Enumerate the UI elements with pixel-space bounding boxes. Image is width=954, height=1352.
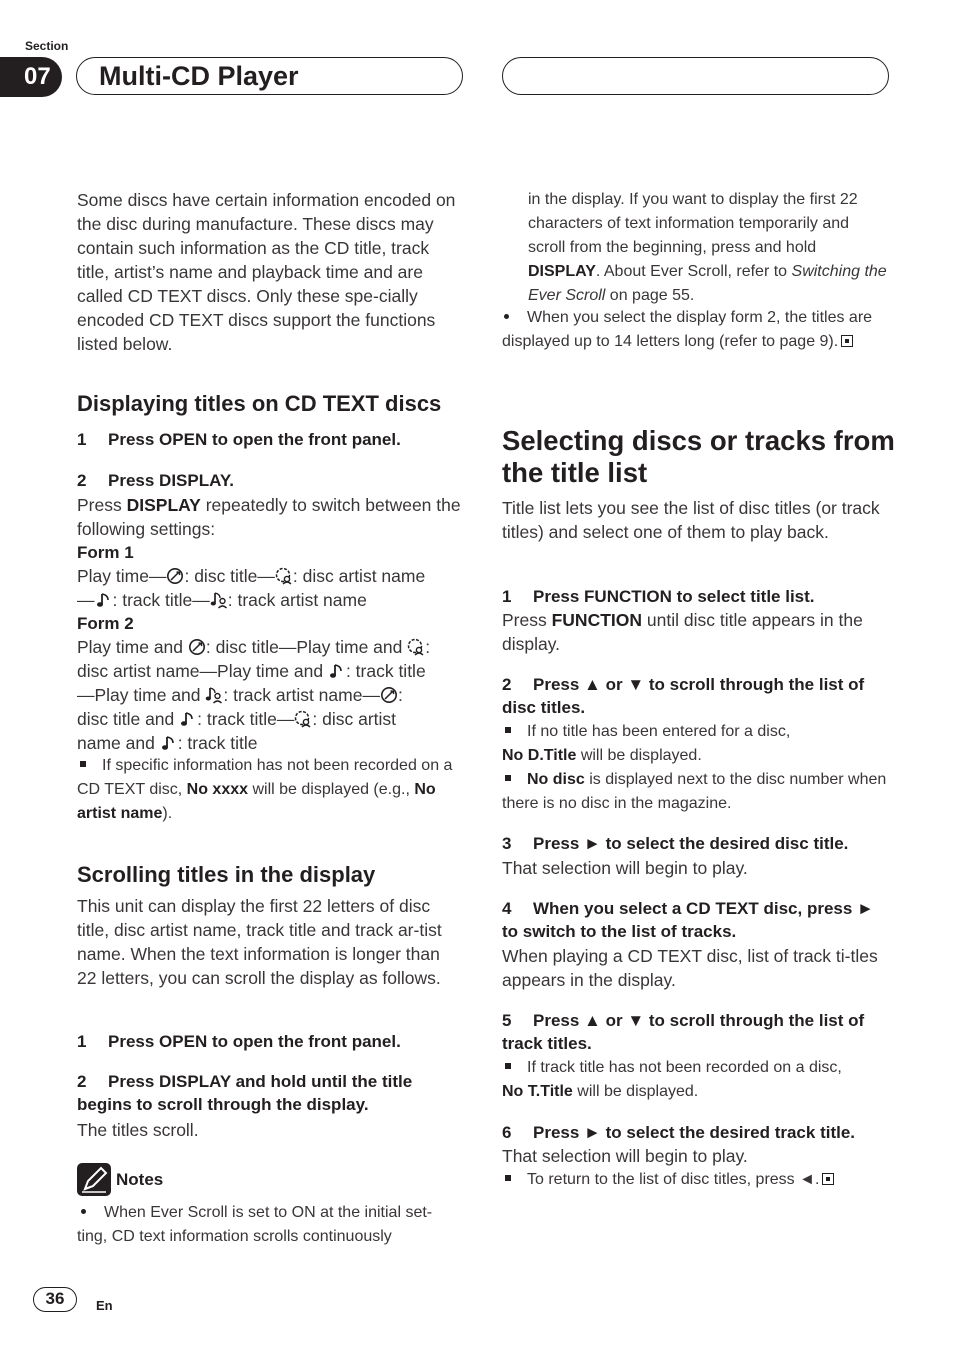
square-bullet-icon (80, 761, 86, 767)
text-run: —Play time and (77, 685, 206, 705)
select-step-4 (502, 897, 887, 943)
square-bullet-icon (505, 1063, 511, 1069)
step-text: Press FUNCTION to select title list. (533, 587, 815, 606)
scroll-step-2 (77, 1070, 457, 1116)
select-step-2 (502, 673, 892, 719)
form-2-sequence (77, 635, 467, 755)
bullet-dot-icon (504, 314, 509, 319)
text-run: No artist name (77, 781, 436, 822)
select-step-5 (502, 1009, 892, 1055)
chapter-title-box (76, 57, 463, 95)
step-number: 3 (502, 834, 512, 853)
disc-artist-icon (294, 710, 312, 728)
select-step-3 (502, 832, 892, 855)
text-run: Press (77, 495, 127, 515)
track-artist-icon (210, 591, 228, 609)
text-run: disc artist name—Play time and (77, 661, 328, 681)
text-run: Play time— (77, 566, 167, 586)
text-run: : track artist name (227, 590, 367, 610)
select-step-5-note (502, 1056, 892, 1104)
square-bullet-icon (505, 775, 511, 781)
select-step-2-note-2 (502, 768, 888, 816)
text-run: — (77, 590, 95, 610)
text-run: will be displayed. (572, 1083, 699, 1100)
track-title-icon (179, 710, 197, 728)
section-number-badge: 07 (0, 57, 62, 97)
notes-pen-icon (77, 1163, 111, 1196)
heading-scrolling-titles: Scrolling titles in the display (77, 862, 376, 887)
text-run: When you select the display form 2, the titles are displayed up to 14 letters long (refer to page 9). (502, 309, 873, 350)
notes-item (77, 1201, 462, 1249)
scroll-step-2-text: The titles scroll. (77, 1120, 199, 1140)
text-run: will be displayed. (576, 747, 702, 764)
text-run: is displayed next to the disc number when there is no disc in the magazine. (502, 771, 887, 812)
track-title-icon (328, 662, 346, 680)
text-run: repeatedly to switch between the following settings: (77, 495, 461, 539)
step-number: 1 (502, 587, 512, 606)
step-text: Press ► to select the desired track title. (533, 1123, 856, 1142)
bullet-dot-icon (81, 1209, 86, 1214)
select-intro: Title list lets you see the list of disc titles (or track titles) and select one of them to play back. (502, 498, 880, 542)
text-run: If specific information has not been recorded on a CD TEXT disc, (77, 757, 453, 798)
text-run: No disc (527, 771, 585, 788)
select-step-6 (502, 1121, 892, 1144)
text-run: If no title has been entered for a disc, (527, 723, 791, 740)
text-run: : disc title— (184, 566, 275, 586)
select-step-6-note (502, 1168, 892, 1192)
text-run: on page 55. (605, 287, 695, 304)
step-number: 1 (77, 430, 87, 449)
step-text: Press DISPLAY. (108, 471, 234, 490)
text-run: until disc title appears in the display. (502, 610, 863, 654)
display-note (77, 754, 462, 826)
text-run: No D.Title (502, 747, 577, 764)
scroll-paragraph: This unit can display the first 22 letters of disc title, disc artist name, track title and track ar-tist name. When the text information is longer than 22 letters, you can scroll the display as follows. (77, 896, 442, 988)
text-run: ). (162, 805, 173, 822)
select-step-1 (502, 585, 892, 608)
text-run: name and (77, 733, 160, 753)
step-text: Press ▲ or ▼ to scroll through the list of track titles. (502, 1011, 865, 1053)
select-step-1-text (502, 608, 892, 656)
display-key-label: DISPLAY (126, 495, 201, 515)
text-run: : (425, 637, 431, 657)
display-step-1 (77, 428, 467, 451)
disc-title-icon (380, 686, 398, 704)
heading-selecting-discs: Selecting discs or tracks from the title list (502, 425, 895, 488)
text-run: If track title has not been recorded on a disc, (527, 1059, 842, 1076)
form-1-label: Form 1 (77, 543, 134, 562)
section-label: Section (25, 39, 69, 53)
notes-label: Notes (116, 1170, 164, 1189)
disc-artist-icon (407, 638, 425, 656)
step-number: 2 (77, 1072, 87, 1091)
intro-paragraph: Some discs have certain information encoded on the disc during manufacture. These discs may contain such information as the CD title, track title, artist’s name and playback time and are called CD TEXT discs. Only these spe-cially encoded CD TEXT discs support the functions listed below. (77, 190, 456, 354)
step-number: 6 (502, 1123, 512, 1142)
form-2-label: Form 2 (77, 614, 134, 633)
step-text: Press ► to select the desired disc title. (533, 834, 849, 853)
notes-item-2 (502, 306, 888, 354)
text-run: disc title and (77, 709, 180, 729)
text-run: : disc artist (312, 709, 397, 729)
track-title-icon (95, 591, 113, 609)
text-run: No xxxx (186, 781, 249, 798)
end-mark-icon (822, 1173, 834, 1185)
form-1-sequence (77, 564, 462, 612)
track-title-icon (160, 734, 178, 752)
text-run: : track title (345, 661, 426, 681)
page-number: 36 (33, 1287, 77, 1312)
heading-displaying-titles: Displaying titles on CD TEXT discs (77, 391, 442, 416)
text-run: Switching the Ever Scroll (528, 263, 887, 304)
step-text: Press OPEN to open the front panel. (108, 1032, 401, 1051)
select-step-6-text: That selection will begin to play. (502, 1146, 748, 1166)
track-artist-icon (205, 686, 223, 704)
text-run: : disc artist name (292, 566, 426, 586)
step-number: 4 (502, 899, 512, 918)
text-run: DISPLAY (528, 263, 596, 280)
text-run: Press (502, 610, 552, 630)
display-step-2 (77, 469, 467, 492)
step-text: When you select a CD TEXT disc, press ► to switch to the list of tracks. (502, 899, 874, 941)
step-text: Press DISPLAY and hold until the title begins to scroll through the display. (77, 1072, 413, 1114)
text-run: : track artist name— (223, 685, 380, 705)
text-run: To return to the list of disc titles, press ◄. (527, 1171, 820, 1188)
step-number: 1 (77, 1032, 87, 1051)
text-run: When Ever Scroll is set to ON at the initial set-ting, CD text information scrolls continuously (77, 1204, 433, 1245)
text-run: will be displayed (e.g., (248, 781, 415, 798)
text-run: Play time and (77, 637, 188, 657)
text-run: : track title (177, 733, 258, 753)
display-step-2-text (77, 493, 462, 541)
square-bullet-icon (505, 727, 511, 733)
text-run: in the display. If you want to display the first 22 characters of text information temporarily and scroll from the beginning, press and hold (528, 191, 858, 256)
text-run: . About Ever Scroll, refer to (595, 263, 792, 280)
text-run: : (397, 685, 403, 705)
disc-title-icon (188, 638, 206, 656)
notes-item-continued (528, 188, 888, 308)
language-label: En (96, 1298, 113, 1313)
text-run: FUNCTION (551, 610, 643, 630)
square-bullet-icon (505, 1175, 511, 1181)
select-step-4-text: When playing a CD TEXT disc, list of track ti-tles appears in the display. (502, 946, 878, 990)
end-mark-icon (841, 335, 853, 347)
step-text: Press ▲ or ▼ to scroll through the list of disc titles. (502, 675, 865, 717)
header-right-box (502, 57, 889, 95)
step-number: 5 (502, 1011, 512, 1030)
chapter-title: Multi-CD Player (99, 61, 299, 91)
text-run: No T.Title (502, 1083, 573, 1100)
disc-title-icon (166, 567, 184, 585)
step-text: Press OPEN to open the front panel. (108, 430, 401, 449)
text-run: : track title— (197, 709, 295, 729)
step-number: 2 (502, 675, 512, 694)
select-step-2-note-1 (502, 720, 888, 768)
text-run: : track title— (112, 590, 210, 610)
scroll-step-1 (77, 1030, 467, 1053)
select-step-3-text: That selection will begin to play. (502, 858, 748, 878)
disc-artist-icon (275, 567, 293, 585)
step-number: 2 (77, 471, 87, 490)
text-run: : disc title—Play time and (205, 637, 408, 657)
